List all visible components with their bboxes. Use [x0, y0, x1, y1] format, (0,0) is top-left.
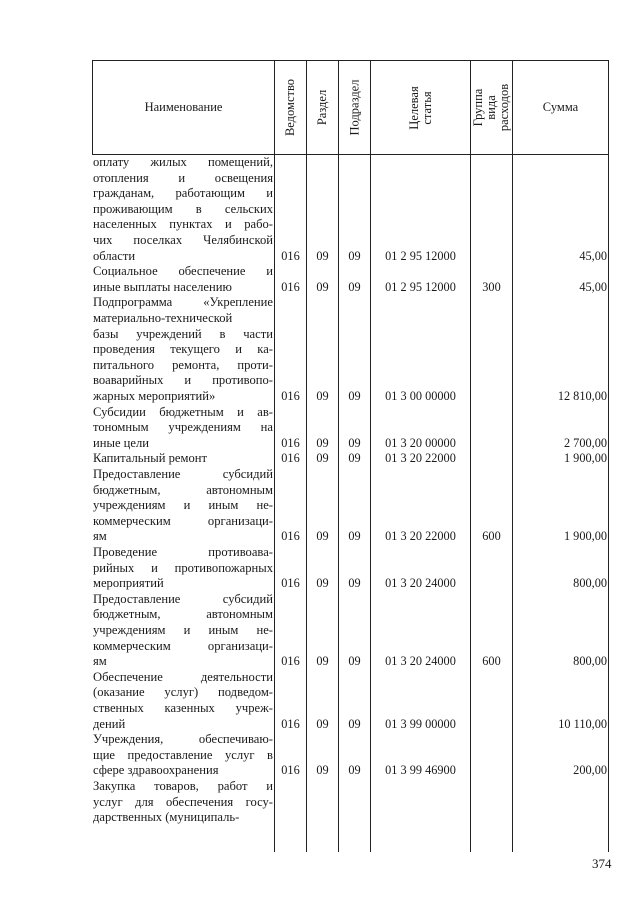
row-name: [93, 670, 273, 732]
cell-subsection: 09: [348, 654, 361, 669]
row-name-line: чих поселках Челябинской: [93, 232, 273, 247]
cell-sum: 1 900,00: [563, 529, 607, 544]
cell-dept: 016: [281, 716, 300, 731]
cell-dept: 016: [281, 576, 300, 591]
cell-sum: 1 900,00: [563, 451, 607, 466]
cell-target: 01 3 20 24000: [385, 576, 456, 591]
row-name: [93, 451, 273, 467]
cell-dept: 016: [281, 435, 300, 450]
cell-dept: 016: [281, 279, 300, 294]
row-name-line: мероприятий: [93, 576, 164, 591]
header-sum: Сумма: [542, 100, 579, 114]
cell-section: 09: [316, 529, 329, 544]
row-name-line: (оказание услуг) подведом-: [93, 685, 273, 700]
row-name-line: иные выплаты населению: [93, 279, 232, 294]
cell-subsection: 09: [348, 435, 361, 450]
cell-subsection: 09: [348, 389, 361, 403]
row-name-line: проживающим в сельских: [93, 201, 273, 216]
cell-sum: 45,00: [579, 248, 607, 263]
row-name-line: населенных пунктах и рабо-: [93, 217, 273, 232]
cell-sum: 45,00: [579, 279, 607, 294]
row-name: [93, 545, 273, 592]
row-name-line: учреждениям и иным не-: [93, 498, 273, 513]
cell-group: 300: [482, 279, 501, 294]
row-name-line: сфере здравоохранения: [93, 763, 219, 778]
row-name: [93, 295, 273, 404]
header-subsection-text: Подраздел: [347, 79, 361, 136]
cell-target: 01 2 95 12000: [385, 279, 456, 294]
cell-subsection: 09: [348, 451, 361, 466]
row-name: [93, 592, 273, 670]
cell-target: 01 3 20 22000: [385, 451, 456, 466]
header-target: [371, 61, 470, 154]
cell-section: 09: [316, 248, 329, 263]
cell-section: 09: [316, 576, 329, 591]
cell-sum: 200,00: [573, 763, 607, 778]
row-name-line: рийных и противопожарных: [93, 560, 273, 575]
cell-section: 09: [316, 763, 329, 778]
row-name-line: ственных казенных учреж-: [93, 700, 273, 715]
row-name-line: дарственных (муниципаль-: [93, 810, 240, 825]
row-name-line: воаварийных и противопо-: [93, 373, 273, 388]
row-name-line: иные цели: [93, 435, 150, 450]
row-name: [93, 467, 273, 545]
cell-dept: 016: [281, 763, 300, 778]
row-name-line: коммерческим организаци-: [93, 513, 273, 528]
row-name-line: ям: [93, 654, 107, 669]
cell-section: 09: [316, 279, 329, 294]
row-name-line: материально-технической: [93, 310, 233, 325]
cell-subsection: 09: [348, 529, 361, 544]
row-name-line: тономным учреждениям на: [93, 420, 273, 435]
cell-subsection: 09: [348, 248, 361, 263]
row-name: [93, 155, 273, 264]
cell-dept: 016: [281, 654, 300, 669]
cell-dept: 016: [281, 529, 300, 544]
cell-group: 600: [482, 654, 501, 669]
cell-dept: 016: [281, 451, 300, 466]
col-border-target: [470, 60, 471, 852]
cell-target: 01 3 20 22000: [385, 529, 456, 544]
header-group: [471, 61, 512, 154]
row-name-line: Капитальный ремонт: [93, 451, 208, 466]
row-name-line: Проведение противоава-: [93, 545, 273, 559]
cell-subsection: 09: [348, 763, 361, 778]
cell-dept: 016: [281, 389, 300, 403]
page-number: 374: [592, 856, 612, 871]
row-name: [93, 732, 273, 779]
row-name-line: отопления и освещения: [93, 170, 273, 185]
row-name-line: Субсидии бюджетным и ав-: [93, 404, 273, 419]
row-name-line: ям: [93, 529, 107, 544]
row-name-line: гражданам, работающим и: [93, 186, 273, 201]
cell-subsection: 09: [348, 716, 361, 731]
row-name-line: Предоставление субсидий: [93, 591, 273, 606]
row-name-line: базы учреждений в части: [93, 326, 273, 341]
row-name-line: коммерческим организаци-: [93, 638, 273, 653]
header-target-text: Целевая статья: [406, 85, 434, 130]
row-name-line: питального ремонта, проти-: [93, 357, 273, 372]
row-name: [93, 779, 273, 826]
row-name-line: бюджетным, автономным: [93, 607, 273, 622]
cell-target: 01 3 99 00000: [385, 716, 456, 731]
row-name-line: учреждениям и иным не-: [93, 622, 273, 637]
header-dept: [275, 61, 306, 154]
row-name-line: щие предоставление услуг в: [93, 747, 273, 762]
cell-target: 01 2 95 12000: [385, 248, 456, 263]
cell-section: 09: [316, 389, 329, 403]
cell-target: 01 3 99 46900: [385, 763, 456, 778]
cell-sum: 800,00: [573, 654, 607, 669]
cell-dept: 016: [281, 248, 300, 263]
row-name-line: Закупка товаров, работ и: [93, 779, 273, 793]
row-name-line: области: [93, 248, 136, 263]
cell-sum: 2 700,00: [563, 435, 607, 450]
header-group-text: Группа вида расходов: [471, 83, 512, 132]
row-name-line: Подпрограмма «Укрепление: [93, 295, 273, 310]
cell-target: 01 3 20 24000: [385, 654, 456, 669]
row-name-line: Учреждения, обеспечиваю-: [93, 732, 273, 747]
row-name-line: дений: [93, 716, 126, 731]
row-name-line: проведения текущего и ка-: [93, 342, 273, 357]
header-subsection: [339, 61, 370, 154]
cell-sum: 800,00: [573, 576, 607, 591]
row-name-line: Предоставление субсидий: [93, 467, 273, 481]
cell-group: 600: [482, 529, 501, 544]
row-name: [93, 264, 273, 295]
row-name-line: Обеспечение деятельности: [93, 669, 273, 684]
cell-target: 01 3 00 00000: [385, 389, 456, 403]
header-dept-text: Ведомство: [283, 78, 297, 137]
cell-section: 09: [316, 435, 329, 450]
row-name-line: услуг для обеспечения госу-: [93, 794, 273, 809]
cell-section: 09: [316, 716, 329, 731]
cell-subsection: 09: [348, 279, 361, 294]
row-name: [93, 405, 273, 452]
col-border-right: [608, 60, 609, 852]
cell-section: 09: [316, 654, 329, 669]
cell-sum: 10 110,00: [558, 716, 607, 731]
cell-section: 09: [316, 451, 329, 466]
cell-sum: 12 810,00: [557, 389, 607, 403]
row-name-line: бюджетным, автономным: [93, 482, 273, 497]
row-name-line: Социальное обеспечение и: [93, 264, 273, 279]
header-name: Наименование: [144, 100, 223, 114]
header-section-text: Раздел: [315, 89, 330, 126]
row-name-line: оплату жилых помещений,: [93, 155, 273, 169]
cell-target: 01 3 20 00000: [385, 435, 456, 450]
row-name-line: жарных мероприятий»: [93, 388, 216, 403]
cell-subsection: 09: [348, 576, 361, 591]
header-section: [307, 61, 338, 154]
